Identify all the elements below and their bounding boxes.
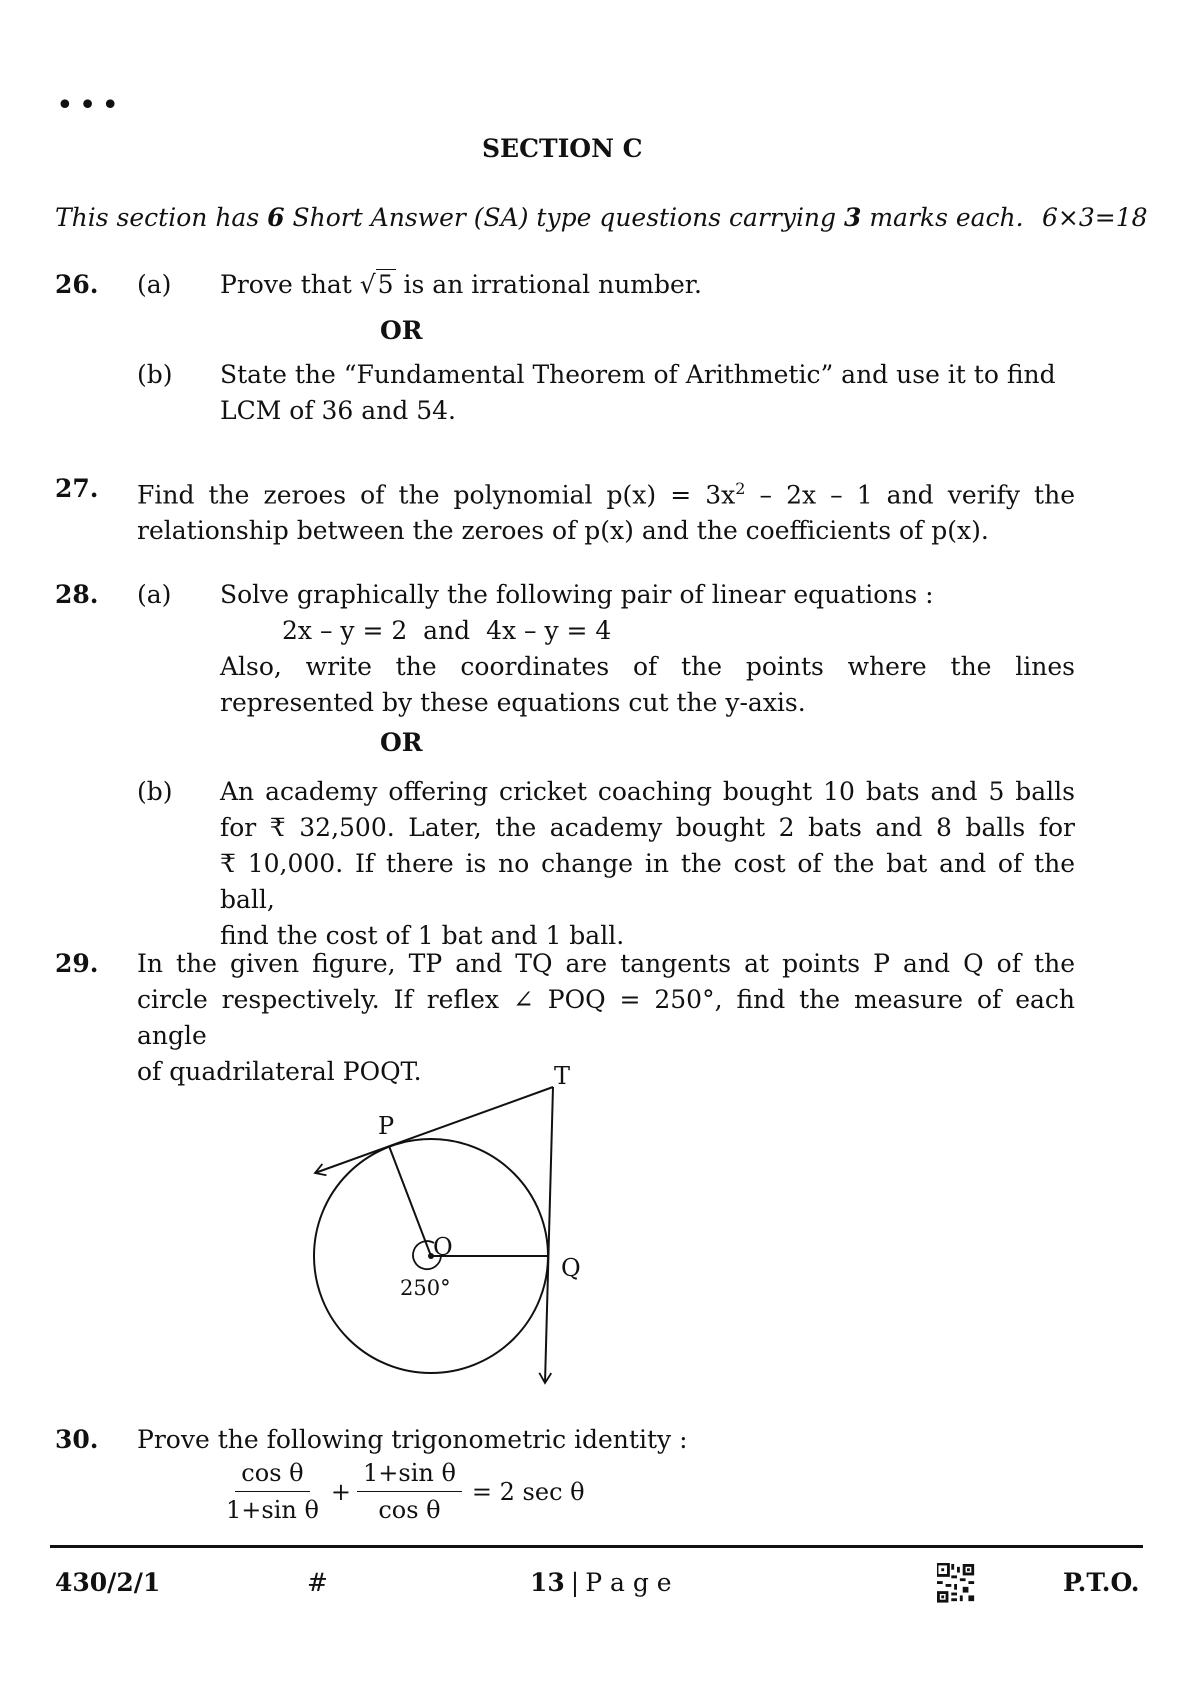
question-number: 28. [55,580,99,609]
label-o: O [433,1233,453,1261]
pto-label: P.T.O. [1063,1568,1140,1597]
text-line: circle respectively. If reflex ∠ POQ = 250°, find the measure of each angle [137,985,1075,1050]
trig-identity [214,1457,585,1526]
paper-code: 430/2/1 [55,1568,161,1597]
text-line: LCM of 36 and 54. [220,396,456,425]
text-line: ₹ 10,000. If there is no change in the cost of the bat and of the ball, [220,849,1075,914]
equation: 2x – y = 2 and 4x – y = 4 [282,616,612,645]
instruction-marks: 3 [844,203,862,232]
question-number: 26. [55,270,99,299]
fraction [357,1457,462,1526]
text-line: An academy offering cricket coaching bought 10 bats and 5 balls [220,777,1075,806]
question-number: 27. [55,474,99,503]
part-label: (b) [137,777,173,806]
instruction-count: 6 [267,203,285,232]
text-line: Solve graphically the following pair of linear equations : [220,580,934,609]
text: – 2x – 1 and verify the [745,480,1075,510]
rhs: = 2 sec θ [471,1477,585,1506]
text-line: find the cost of 1 bat and 1 ball. [220,921,625,950]
numerator: cos θ [235,1457,309,1492]
text-line: State the “Fundamental Theorem of Arithmetic” and use it to find [220,360,1056,389]
part-label: (b) [137,360,173,389]
plus-sign: + [330,1477,352,1506]
text-line: Also, write the coordinates of the points where the lines [220,652,1075,681]
or-separator: OR [380,728,423,757]
section-title: SECTION C [482,134,643,163]
label-t: T [554,1062,571,1090]
question-number: 30. [55,1425,99,1454]
text-line: of quadrilateral POQT. [137,1057,422,1086]
text-line: In the given figure, TP and TQ are tangents at points P and Q of the [137,949,1075,978]
text: is an irrational number. [395,270,702,299]
qr-code-icon [937,1563,977,1605]
part-label: (a) [137,270,172,299]
denominator: 1+sin θ [226,1496,319,1524]
numerator: 1+sin θ [357,1457,462,1492]
label-p: P [378,1112,395,1140]
header-dots: ••• [56,88,125,123]
fraction [220,1457,325,1526]
radicand: 5 [377,270,394,299]
text-line: relationship between the zeroes of p(x) and the coefficients of p(x). [137,516,989,546]
hash-mark: # [307,1568,328,1597]
question-number: 29. [55,949,99,978]
footer-rule [50,1545,1143,1548]
text-line: represented by these equations cut the y-axis. [220,688,806,717]
sqrt-symbol: √5 [359,270,394,299]
page-num: 13 [530,1568,565,1597]
label-q: Q [561,1254,581,1282]
text: Find the zeroes of the polynomial p(x) = 3x [137,480,736,510]
denominator: cos θ [378,1496,441,1524]
part-label: (a) [137,580,172,609]
question-text: Prove the following trigonometric identity : [137,1425,688,1454]
instruction-text: This section has [55,203,268,232]
tangent-tp-line [315,1087,553,1173]
text: Prove that [220,270,360,299]
or-separator: OR [380,316,423,345]
exponent: 2 [735,479,746,498]
angle-label: 250° [400,1276,451,1300]
page-word: P a g e [585,1568,672,1597]
text-line: for ₹ 32,500. Later, the academy bought 2 bats and 8 balls for [220,813,1075,842]
section-total-marks: 6×3=18 [1042,203,1148,232]
instruction-text: marks each. [861,203,1024,232]
page-number: 13 | P a g e [530,1568,672,1597]
radius-op [389,1146,431,1256]
instruction-text: Short Answer (SA) type questions carrying [284,203,844,232]
